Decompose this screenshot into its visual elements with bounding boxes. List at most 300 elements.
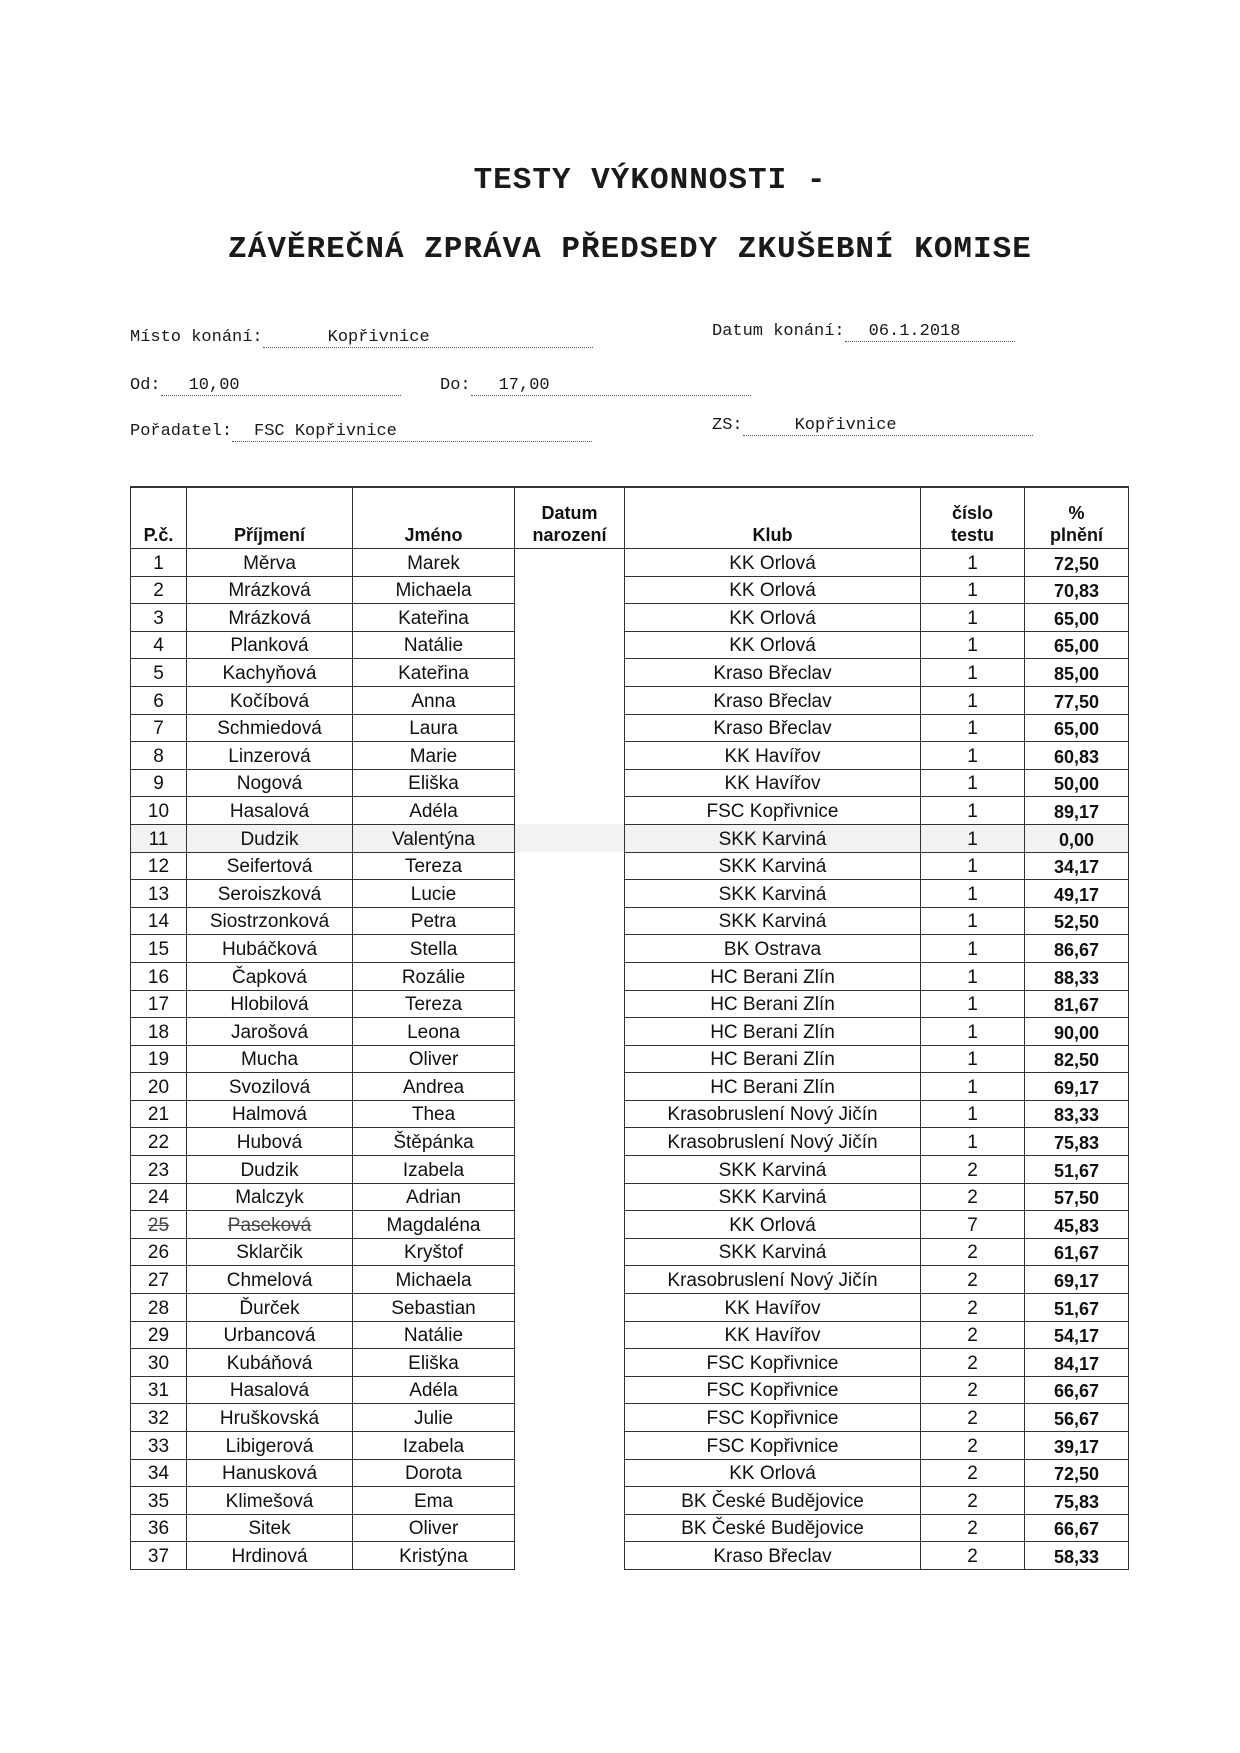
row-birthdate (515, 1432, 625, 1460)
row-club: FSC Kopřivnice (625, 1404, 921, 1432)
row-club: FSC Kopřivnice (625, 1349, 921, 1377)
row-birthdate (515, 604, 625, 632)
row-birthdate (515, 824, 625, 852)
row-percent: 51,67 (1025, 1156, 1129, 1184)
row-birthdate (515, 1294, 625, 1322)
row-surname: Urbancová (187, 1321, 353, 1349)
row-test-number: 1 (921, 631, 1025, 659)
row-number: 20 (131, 1073, 187, 1101)
row-test-number: 1 (921, 742, 1025, 770)
date-field (712, 322, 1015, 342)
row-club: SKK Karviná (625, 907, 921, 935)
row-number: 6 (131, 686, 187, 714)
row-birthdate (515, 962, 625, 990)
header-name: Jméno (353, 487, 515, 549)
organizer-field (130, 422, 592, 442)
row-birthdate (515, 631, 625, 659)
venue-value-line (263, 328, 593, 348)
header-percent (1025, 487, 1129, 549)
row-percent: 65,00 (1025, 604, 1129, 632)
row-number: 31 (131, 1376, 187, 1404)
table-row (131, 769, 1129, 797)
row-test-number: 1 (921, 714, 1025, 742)
row-first-name: Marek (353, 549, 515, 577)
row-percent: 54,17 (1025, 1321, 1129, 1349)
row-club: Kraso Břeclav (625, 1542, 921, 1570)
row-surname: Sklarčik (187, 1238, 353, 1266)
row-club: Kraso Břeclav (625, 686, 921, 714)
row-surname: Paseková (187, 1211, 353, 1239)
document-title-line2: ZÁVĚREČNÁ ZPRÁVA PŘEDSEDY ZKUŠEBNÍ KOMISE (228, 232, 1032, 267)
table-row (131, 686, 1129, 714)
table-row (131, 797, 1129, 825)
row-surname: Hasalová (187, 797, 353, 825)
row-percent: 81,67 (1025, 990, 1129, 1018)
row-birthdate (515, 1045, 625, 1073)
venue-field (130, 328, 593, 348)
row-number: 23 (131, 1156, 187, 1184)
table-row (131, 1294, 1129, 1322)
row-test-number: 2 (921, 1238, 1025, 1266)
row-birthdate (515, 907, 625, 935)
row-first-name: Leona (353, 1018, 515, 1046)
row-club: BK České Budějovice (625, 1487, 921, 1515)
row-club: Krasobruslení Nový Jičín (625, 1266, 921, 1294)
from-value: 10,00 (188, 376, 240, 395)
row-club: HC Berani Zlín (625, 1018, 921, 1046)
row-percent: 66,67 (1025, 1376, 1129, 1404)
row-surname: Ďurček (187, 1294, 353, 1322)
row-number: 2 (131, 576, 187, 604)
table-row (131, 659, 1129, 687)
row-club: KK Orlová (625, 1211, 921, 1239)
row-number: 37 (131, 1542, 187, 1570)
row-surname: Siostrzonková (187, 907, 353, 935)
row-test-number: 1 (921, 576, 1025, 604)
row-first-name: Natálie (353, 631, 515, 659)
row-percent: 72,50 (1025, 1459, 1129, 1487)
row-number: 34 (131, 1459, 187, 1487)
table-row (131, 1238, 1129, 1266)
row-birthdate (515, 1459, 625, 1487)
row-surname: Hubáčková (187, 935, 353, 963)
row-birthdate (515, 797, 625, 825)
row-percent: 58,33 (1025, 1542, 1129, 1570)
row-club: SKK Karviná (625, 852, 921, 880)
row-club: FSC Kopřivnice (625, 1432, 921, 1460)
to-label: Do: (440, 376, 471, 395)
row-test-number: 1 (921, 549, 1025, 577)
row-club: KK Havířov (625, 1321, 921, 1349)
row-test-number: 1 (921, 1073, 1025, 1101)
row-club: Krasobruslení Nový Jičín (625, 1100, 921, 1128)
date-value: 06.1.2018 (868, 322, 961, 341)
row-club: FSC Kopřivnice (625, 1376, 921, 1404)
row-club: KK Orlová (625, 1459, 921, 1487)
row-percent: 60,83 (1025, 742, 1129, 770)
to-value: 17,00 (498, 376, 550, 395)
row-surname: Kubáňová (187, 1349, 353, 1377)
row-percent: 39,17 (1025, 1432, 1129, 1460)
row-test-number: 2 (921, 1349, 1025, 1377)
row-percent: 50,00 (1025, 769, 1129, 797)
row-surname: Mrázková (187, 604, 353, 632)
row-number: 8 (131, 742, 187, 770)
zs-label: ZS: (712, 416, 743, 435)
row-club: KK Havířov (625, 742, 921, 770)
row-first-name: Kateřina (353, 604, 515, 632)
table-row (131, 1459, 1129, 1487)
zs-field (712, 416, 1033, 436)
row-test-number: 2 (921, 1183, 1025, 1211)
table-row (131, 631, 1129, 659)
row-first-name: Petra (353, 907, 515, 935)
row-first-name: Kryštof (353, 1238, 515, 1266)
row-test-number: 2 (921, 1156, 1025, 1184)
row-number: 33 (131, 1432, 187, 1460)
row-surname: Hanusková (187, 1459, 353, 1487)
row-percent: 65,00 (1025, 631, 1129, 659)
row-surname: Svozilová (187, 1073, 353, 1101)
row-first-name: Stella (353, 935, 515, 963)
row-club: SKK Karviná (625, 880, 921, 908)
row-percent: 89,17 (1025, 797, 1129, 825)
row-number: 19 (131, 1045, 187, 1073)
row-test-number: 1 (921, 1045, 1025, 1073)
table-row (131, 962, 1129, 990)
row-birthdate (515, 1183, 625, 1211)
header-birthdate-line2: narození (532, 525, 607, 545)
row-test-number: 1 (921, 686, 1025, 714)
table-row (131, 1432, 1129, 1460)
row-number: 3 (131, 604, 187, 632)
table-row (131, 1018, 1129, 1046)
row-number: 21 (131, 1100, 187, 1128)
row-surname: Jarošová (187, 1018, 353, 1046)
row-test-number: 1 (921, 659, 1025, 687)
row-club: BK Ostrava (625, 935, 921, 963)
row-surname: Dudzik (187, 824, 353, 852)
row-surname: Hrdinová (187, 1542, 353, 1570)
row-surname: Kachyňová (187, 659, 353, 687)
table-row (131, 1487, 1129, 1515)
row-first-name: Anna (353, 686, 515, 714)
row-test-number: 1 (921, 1100, 1025, 1128)
from-value-line (161, 376, 401, 396)
row-test-number: 2 (921, 1376, 1025, 1404)
row-percent: 52,50 (1025, 907, 1129, 935)
table-row (131, 742, 1129, 770)
row-number: 16 (131, 962, 187, 990)
table-row (131, 1100, 1129, 1128)
row-birthdate (515, 769, 625, 797)
row-birthdate (515, 935, 625, 963)
row-birthdate (515, 659, 625, 687)
row-birthdate (515, 1542, 625, 1570)
row-club: HC Berani Zlín (625, 1073, 921, 1101)
row-test-number: 2 (921, 1487, 1025, 1515)
row-percent: 0,00 (1025, 824, 1129, 852)
row-surname: Hruškovská (187, 1404, 353, 1432)
row-club: HC Berani Zlín (625, 990, 921, 1018)
row-first-name: Lucie (353, 880, 515, 908)
venue-value: Kopřivnice (327, 328, 430, 347)
row-first-name: Marie (353, 742, 515, 770)
row-test-number: 1 (921, 852, 1025, 880)
row-test-number: 1 (921, 962, 1025, 990)
row-club: Kraso Břeclav (625, 659, 921, 687)
row-number: 9 (131, 769, 187, 797)
row-first-name: Oliver (353, 1514, 515, 1542)
table-row (131, 907, 1129, 935)
table-row (131, 1404, 1129, 1432)
row-first-name: Sebastian (353, 1294, 515, 1322)
row-surname: Halmová (187, 1100, 353, 1128)
zs-value: Kopřivnice (794, 416, 897, 435)
row-number: 13 (131, 880, 187, 908)
row-percent: 61,67 (1025, 1238, 1129, 1266)
table-header-row (131, 487, 1129, 549)
row-test-number: 2 (921, 1404, 1025, 1432)
header-pc: P.č. (131, 487, 187, 549)
header-birthdate (515, 487, 625, 549)
to-value-line (471, 376, 751, 396)
row-number: 11 (131, 824, 187, 852)
row-number: 36 (131, 1514, 187, 1542)
row-club: KK Orlová (625, 631, 921, 659)
row-first-name: Tereza (353, 852, 515, 880)
row-club: HC Berani Zlín (625, 962, 921, 990)
row-number: 18 (131, 1018, 187, 1046)
row-first-name: Oliver (353, 1045, 515, 1073)
row-percent: 84,17 (1025, 1349, 1129, 1377)
table-row (131, 1321, 1129, 1349)
results-table (130, 486, 1129, 1570)
row-percent: 88,33 (1025, 962, 1129, 990)
row-birthdate (515, 1073, 625, 1101)
row-first-name: Michaela (353, 1266, 515, 1294)
row-club: HC Berani Zlín (625, 1045, 921, 1073)
row-first-name: Adrian (353, 1183, 515, 1211)
row-percent: 86,67 (1025, 935, 1129, 963)
row-number: 17 (131, 990, 187, 1018)
row-birthdate (515, 742, 625, 770)
table-row (131, 852, 1129, 880)
row-percent: 70,83 (1025, 576, 1129, 604)
row-first-name: Kristýna (353, 1542, 515, 1570)
row-club: KK Orlová (625, 604, 921, 632)
row-number: 27 (131, 1266, 187, 1294)
row-birthdate (515, 1514, 625, 1542)
row-percent: 45,83 (1025, 1211, 1129, 1239)
row-surname: Seifertová (187, 852, 353, 880)
row-first-name: Rozálie (353, 962, 515, 990)
row-first-name: Adéla (353, 1376, 515, 1404)
row-club: FSC Kopřivnice (625, 797, 921, 825)
row-percent: 90,00 (1025, 1018, 1129, 1046)
row-number: 24 (131, 1183, 187, 1211)
row-percent: 77,50 (1025, 686, 1129, 714)
row-surname: Libigerová (187, 1432, 353, 1460)
row-percent: 75,83 (1025, 1128, 1129, 1156)
row-birthdate (515, 1018, 625, 1046)
row-first-name: Natálie (353, 1321, 515, 1349)
row-surname: Čapková (187, 962, 353, 990)
table-row (131, 1045, 1129, 1073)
row-percent: 57,50 (1025, 1183, 1129, 1211)
row-birthdate (515, 1266, 625, 1294)
header-surname: Příjmení (187, 487, 353, 549)
row-number: 29 (131, 1321, 187, 1349)
table-row (131, 1073, 1129, 1101)
row-surname: Hlobilová (187, 990, 353, 1018)
table-row (131, 1211, 1129, 1239)
row-number: 25 (131, 1211, 187, 1239)
row-surname: Chmelová (187, 1266, 353, 1294)
row-percent: 69,17 (1025, 1266, 1129, 1294)
header-test-number (921, 487, 1025, 549)
header-test-line2: testu (950, 525, 994, 545)
row-surname: Dudzik (187, 1156, 353, 1184)
row-birthdate (515, 1156, 625, 1184)
header-birthdate-line1: Datum (541, 503, 598, 523)
row-surname: Hasalová (187, 1376, 353, 1404)
row-percent: 66,67 (1025, 1514, 1129, 1542)
row-surname: Seroiszková (187, 880, 353, 908)
row-number: 28 (131, 1294, 187, 1322)
row-test-number: 2 (921, 1514, 1025, 1542)
row-test-number: 2 (921, 1542, 1025, 1570)
date-value-line (845, 322, 1015, 342)
row-birthdate (515, 1349, 625, 1377)
row-number: 5 (131, 659, 187, 687)
row-number: 26 (131, 1238, 187, 1266)
row-first-name: Andrea (353, 1073, 515, 1101)
row-percent: 72,50 (1025, 549, 1129, 577)
venue-label: Místo konání: (130, 328, 263, 347)
document-title-line1: TESTY VÝKONNOSTI - (473, 163, 827, 198)
organizer-value: FSC Kopřivnice (254, 422, 397, 441)
row-first-name: Michaela (353, 576, 515, 604)
header-test-line1: číslo (951, 503, 994, 523)
organizer-value-line (232, 422, 592, 442)
row-test-number: 2 (921, 1432, 1025, 1460)
header-percent-line1: % (1068, 503, 1085, 523)
row-birthdate (515, 576, 625, 604)
row-test-number: 1 (921, 824, 1025, 852)
row-first-name: Laura (353, 714, 515, 742)
table-row (131, 1542, 1129, 1570)
row-club: KK Havířov (625, 769, 921, 797)
row-surname: Mucha (187, 1045, 353, 1073)
row-birthdate (515, 880, 625, 908)
table-row (131, 1266, 1129, 1294)
row-club: SKK Karviná (625, 1156, 921, 1184)
row-surname: Sitek (187, 1514, 353, 1542)
row-test-number: 2 (921, 1266, 1025, 1294)
date-label: Datum konání: (712, 322, 845, 341)
table-row (131, 824, 1129, 852)
row-birthdate (515, 1128, 625, 1156)
header-percent-line2: plnění (1050, 525, 1103, 545)
row-club: Krasobruslení Nový Jičín (625, 1128, 921, 1156)
row-number: 15 (131, 935, 187, 963)
row-percent: 83,33 (1025, 1100, 1129, 1128)
row-percent: 85,00 (1025, 659, 1129, 687)
row-percent: 65,00 (1025, 714, 1129, 742)
table-row (131, 549, 1129, 577)
row-first-name: Eliška (353, 1349, 515, 1377)
table-row (131, 1514, 1129, 1542)
row-surname: Malczyk (187, 1183, 353, 1211)
row-surname: Planková (187, 631, 353, 659)
table-row (131, 714, 1129, 742)
row-first-name: Izabela (353, 1156, 515, 1184)
from-label: Od: (130, 376, 161, 395)
table-row (131, 1183, 1129, 1211)
row-number: 30 (131, 1349, 187, 1377)
row-first-name: Štěpánka (353, 1128, 515, 1156)
row-first-name: Kateřina (353, 659, 515, 687)
row-percent: 34,17 (1025, 852, 1129, 880)
row-test-number: 2 (921, 1459, 1025, 1487)
row-surname: Linzerová (187, 742, 353, 770)
row-first-name: Thea (353, 1100, 515, 1128)
row-birthdate (515, 1376, 625, 1404)
row-club: Kraso Břeclav (625, 714, 921, 742)
row-first-name: Eliška (353, 769, 515, 797)
row-birthdate (515, 1238, 625, 1266)
header-club: Klub (625, 487, 921, 549)
row-surname: Schmiedová (187, 714, 353, 742)
row-club: KK Orlová (625, 549, 921, 577)
row-birthdate (515, 1487, 625, 1515)
row-club: SKK Karviná (625, 1238, 921, 1266)
row-percent: 75,83 (1025, 1487, 1129, 1515)
row-birthdate (515, 686, 625, 714)
row-first-name: Adéla (353, 797, 515, 825)
row-birthdate (515, 714, 625, 742)
row-first-name: Magdaléna (353, 1211, 515, 1239)
row-birthdate (515, 990, 625, 1018)
row-surname: Nogová (187, 769, 353, 797)
row-surname: Měrva (187, 549, 353, 577)
row-test-number: 7 (921, 1211, 1025, 1239)
row-number: 4 (131, 631, 187, 659)
row-number: 1 (131, 549, 187, 577)
row-test-number: 1 (921, 797, 1025, 825)
table-row (131, 1156, 1129, 1184)
row-test-number: 1 (921, 907, 1025, 935)
row-club: KK Orlová (625, 576, 921, 604)
row-surname: Hubová (187, 1128, 353, 1156)
row-number: 14 (131, 907, 187, 935)
row-club: BK České Budějovice (625, 1514, 921, 1542)
row-birthdate (515, 1404, 625, 1432)
row-club: SKK Karviná (625, 1183, 921, 1211)
row-test-number: 1 (921, 990, 1025, 1018)
row-test-number: 2 (921, 1294, 1025, 1322)
row-test-number: 1 (921, 769, 1025, 797)
row-first-name: Tereza (353, 990, 515, 1018)
row-percent: 51,67 (1025, 1294, 1129, 1322)
row-club: KK Havířov (625, 1294, 921, 1322)
row-birthdate (515, 1321, 625, 1349)
row-test-number: 1 (921, 935, 1025, 963)
table-row (131, 576, 1129, 604)
row-first-name: Valentýna (353, 824, 515, 852)
from-field (130, 376, 401, 396)
